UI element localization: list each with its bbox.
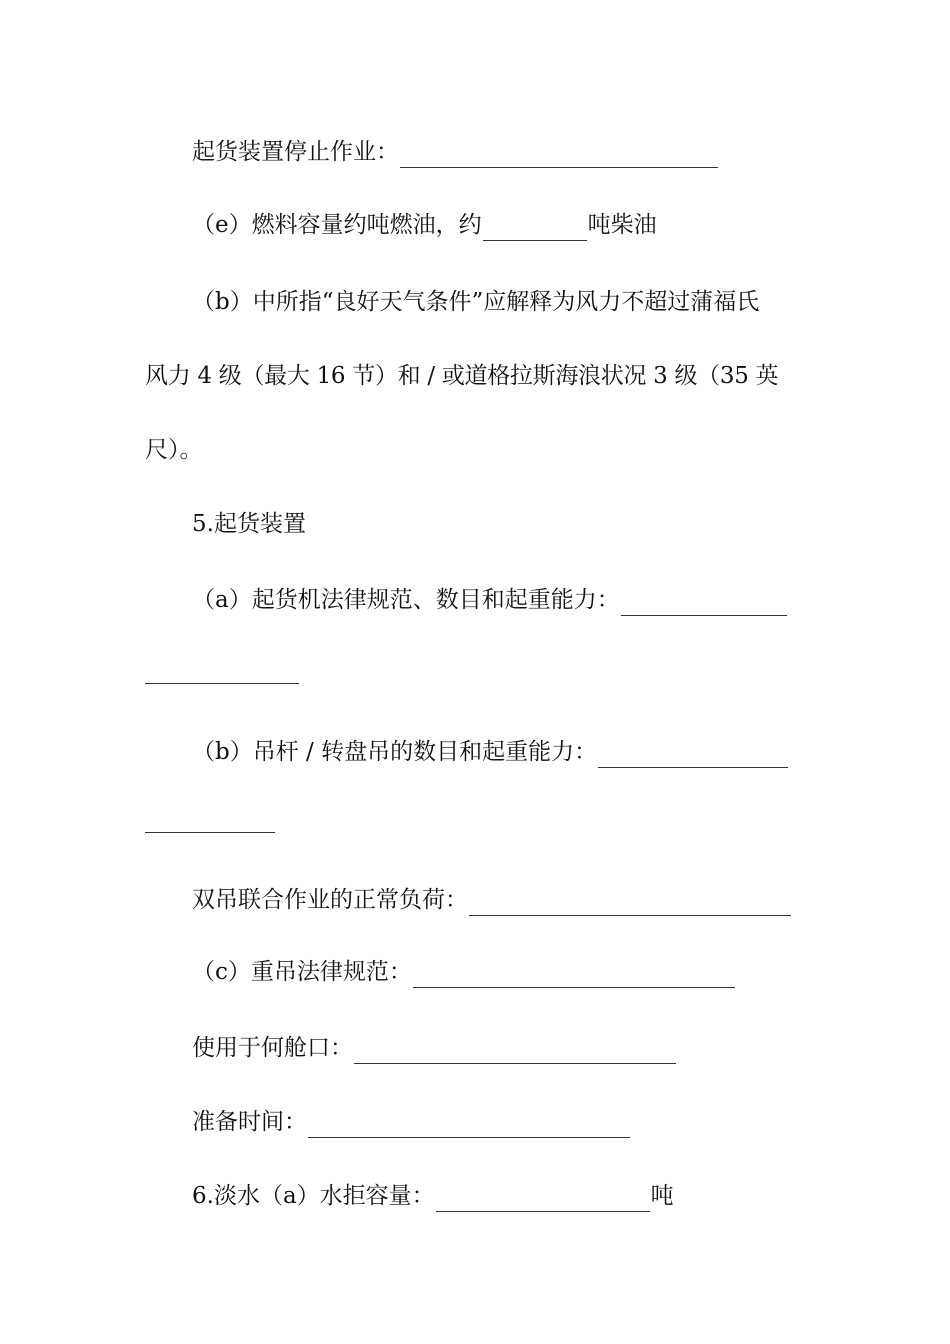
fresh-water-unit: 吨: [650, 1183, 674, 1209]
prep-time-blank[interactable]: [308, 1113, 630, 1138]
derrick-spec-blank[interactable]: [598, 743, 788, 768]
fuel-capacity-label: （e）燃料容量约吨燃油，约: [192, 212, 482, 238]
derrick-spec-label: （b）吊杆 / 转盘吊的数目和起重能力：: [192, 739, 598, 765]
weather-definition-text-2: 风力 4 级（最大 16 节）和 / 或道格拉斯海浪状况 3 级（35 英: [145, 363, 779, 389]
weather-definition-line-2: [145, 360, 845, 392]
fresh-water-capacity-blank[interactable]: [436, 1187, 650, 1212]
winch-spec-label: （a）起货机法律规范、数目和起重能力：: [192, 587, 620, 613]
weather-definition-line-1: [192, 286, 892, 318]
winch-spec-blank-continued[interactable]: [145, 683, 299, 684]
hatch-usage-line: [192, 1032, 892, 1064]
hatch-usage-blank[interactable]: [354, 1039, 676, 1064]
fresh-water-line: [192, 1180, 892, 1212]
cargo-gear-stop-label: 起货装置停止作业：: [192, 139, 399, 165]
winch-spec-line: [192, 584, 892, 616]
cargo-gear-stop-line: [192, 136, 892, 168]
prep-time-line: [192, 1106, 892, 1138]
derrick-spec-line: [192, 736, 892, 768]
twin-lift-load-blank[interactable]: [469, 891, 791, 916]
weather-definition-line-3: [145, 434, 845, 466]
fuel-capacity-line: [192, 209, 892, 241]
section-5-title: 5.起货装置: [192, 511, 306, 537]
fresh-water-label: 6.淡水（a）水拒容量：: [192, 1183, 435, 1209]
derrick-spec-blank-continued[interactable]: [145, 832, 275, 833]
hatch-usage-label: 使用于何舱口：: [192, 1035, 353, 1061]
heavy-lift-spec-label: （c）重吊法律规范：: [192, 959, 412, 985]
weather-definition-text-1: （b）中所指“良好天气条件”应解释为风力不超过蒲福氏: [192, 289, 760, 315]
heavy-lift-spec-line: [192, 956, 892, 988]
twin-lift-load-line: [192, 884, 892, 916]
section-5-heading: [192, 508, 892, 540]
diesel-unit-label: 吨柴油: [587, 212, 657, 238]
prep-time-label: 准备时间：: [192, 1109, 307, 1135]
heavy-lift-spec-blank[interactable]: [413, 963, 735, 988]
twin-lift-load-label: 双吊联合作业的正常负荷：: [192, 887, 468, 913]
diesel-tons-blank[interactable]: [483, 216, 587, 241]
weather-definition-text-3: 尺）。: [145, 437, 203, 463]
winch-spec-blank[interactable]: [621, 591, 787, 616]
cargo-gear-stop-blank[interactable]: [400, 143, 718, 168]
